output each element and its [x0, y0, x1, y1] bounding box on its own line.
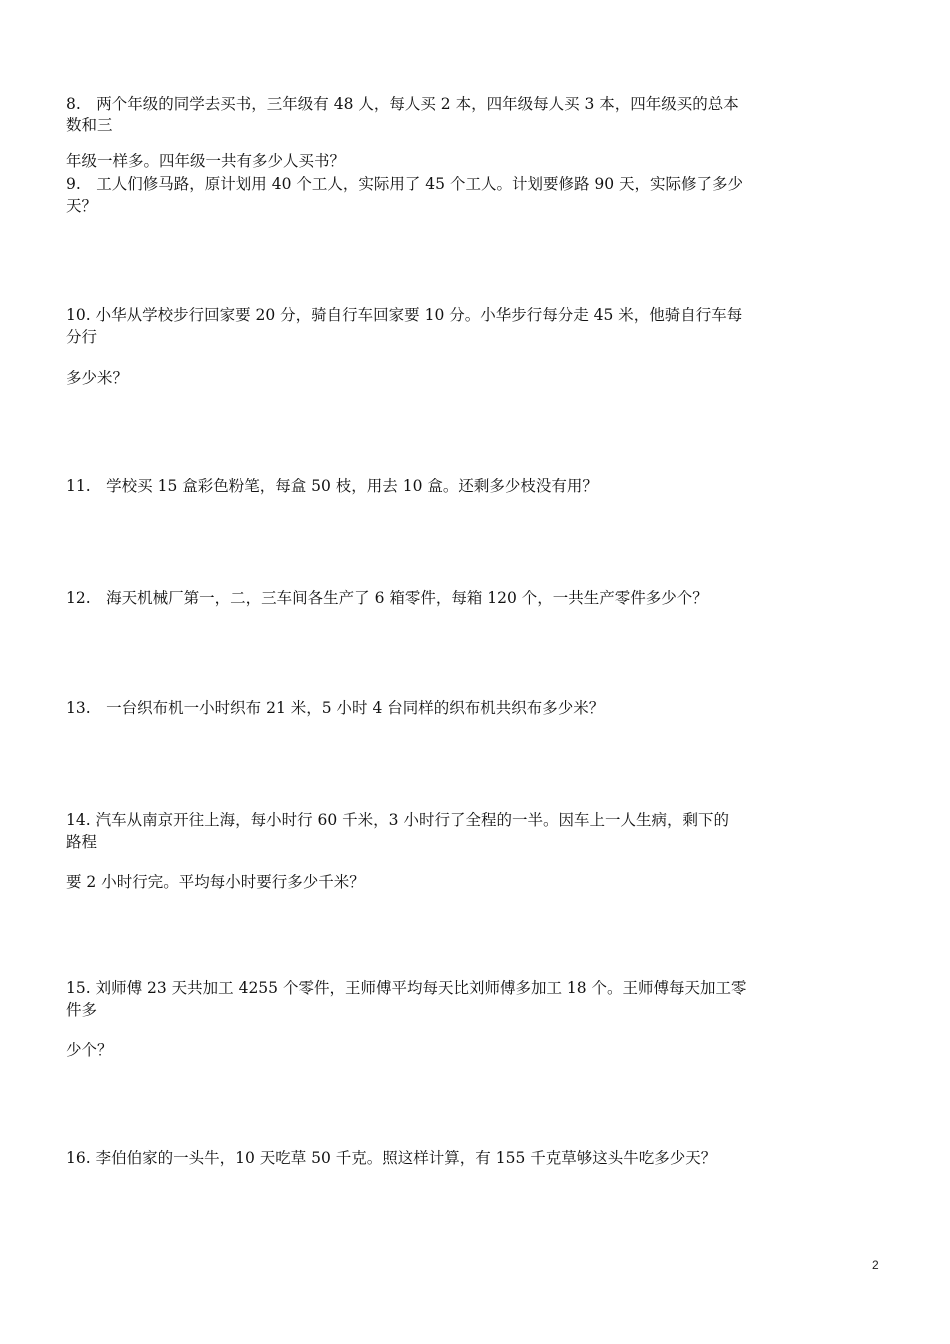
question-line: 少个？ — [66, 1041, 113, 1059]
question-line: 要 2 小时行完。平均每小时要行多少千米？ — [66, 873, 365, 891]
question-line: 10. 小华从学校步行回家要 20 分，骑自行车回家要 10 分。小华步行每分走 45 米，他骑自行车每 — [66, 306, 743, 324]
question-line: 8. 两个年级的同学去买书，三年级有 48 人，每人买 2 本，四年级每人买 3 本，四年级买的总本 — [66, 95, 739, 113]
question-line: 路程 — [66, 833, 98, 851]
question-line: 年级一样多。四年级一共有多少人买书？ — [66, 152, 346, 170]
question-line: 多少米？ — [66, 369, 129, 387]
question-line: 9. 工人们修马路，原计划用 40 个工人，实际用了 45 个工人。计划要修路 90 天，实际修了多少 — [66, 175, 744, 193]
question-line: 天？ — [66, 197, 98, 215]
question-line: 15. 刘师傅 23 天共加工 4255 个零件，王师傅平均每天比刘师傅多加工 18 个。王师傅每天加工零 — [66, 979, 747, 997]
question-line: 16. 李伯伯家的一头牛，10 天吃草 50 千克。照这样计算，有 155 千克草够这头牛吃多少天？ — [66, 1149, 717, 1167]
question-line: 分行 — [66, 328, 98, 346]
question-line: 数和三 — [66, 116, 113, 134]
page-number: 2 — [872, 1258, 879, 1272]
question-line: 14. 汽车从南京开往上海，每小时行 60 千米，3 小时行了全程的一半。因车上一人生病，剩下的 — [66, 811, 729, 829]
question-line: 件多 — [66, 1001, 98, 1019]
question-line: 12. 海天机械厂第一，二，三车间各生产了 6 箱零件，每箱 120 个，一共生产零件多少个？ — [66, 589, 708, 607]
question-line: 13. 一台织布机一小时织布 21 米，5 小时 4 台同样的织布机共织布多少米？ — [66, 699, 605, 717]
question-line: 11. 学校买 15 盒彩色粉笔，每盒 50 枝，用去 10 盒。还剩多少枝没有用？ — [66, 477, 598, 495]
